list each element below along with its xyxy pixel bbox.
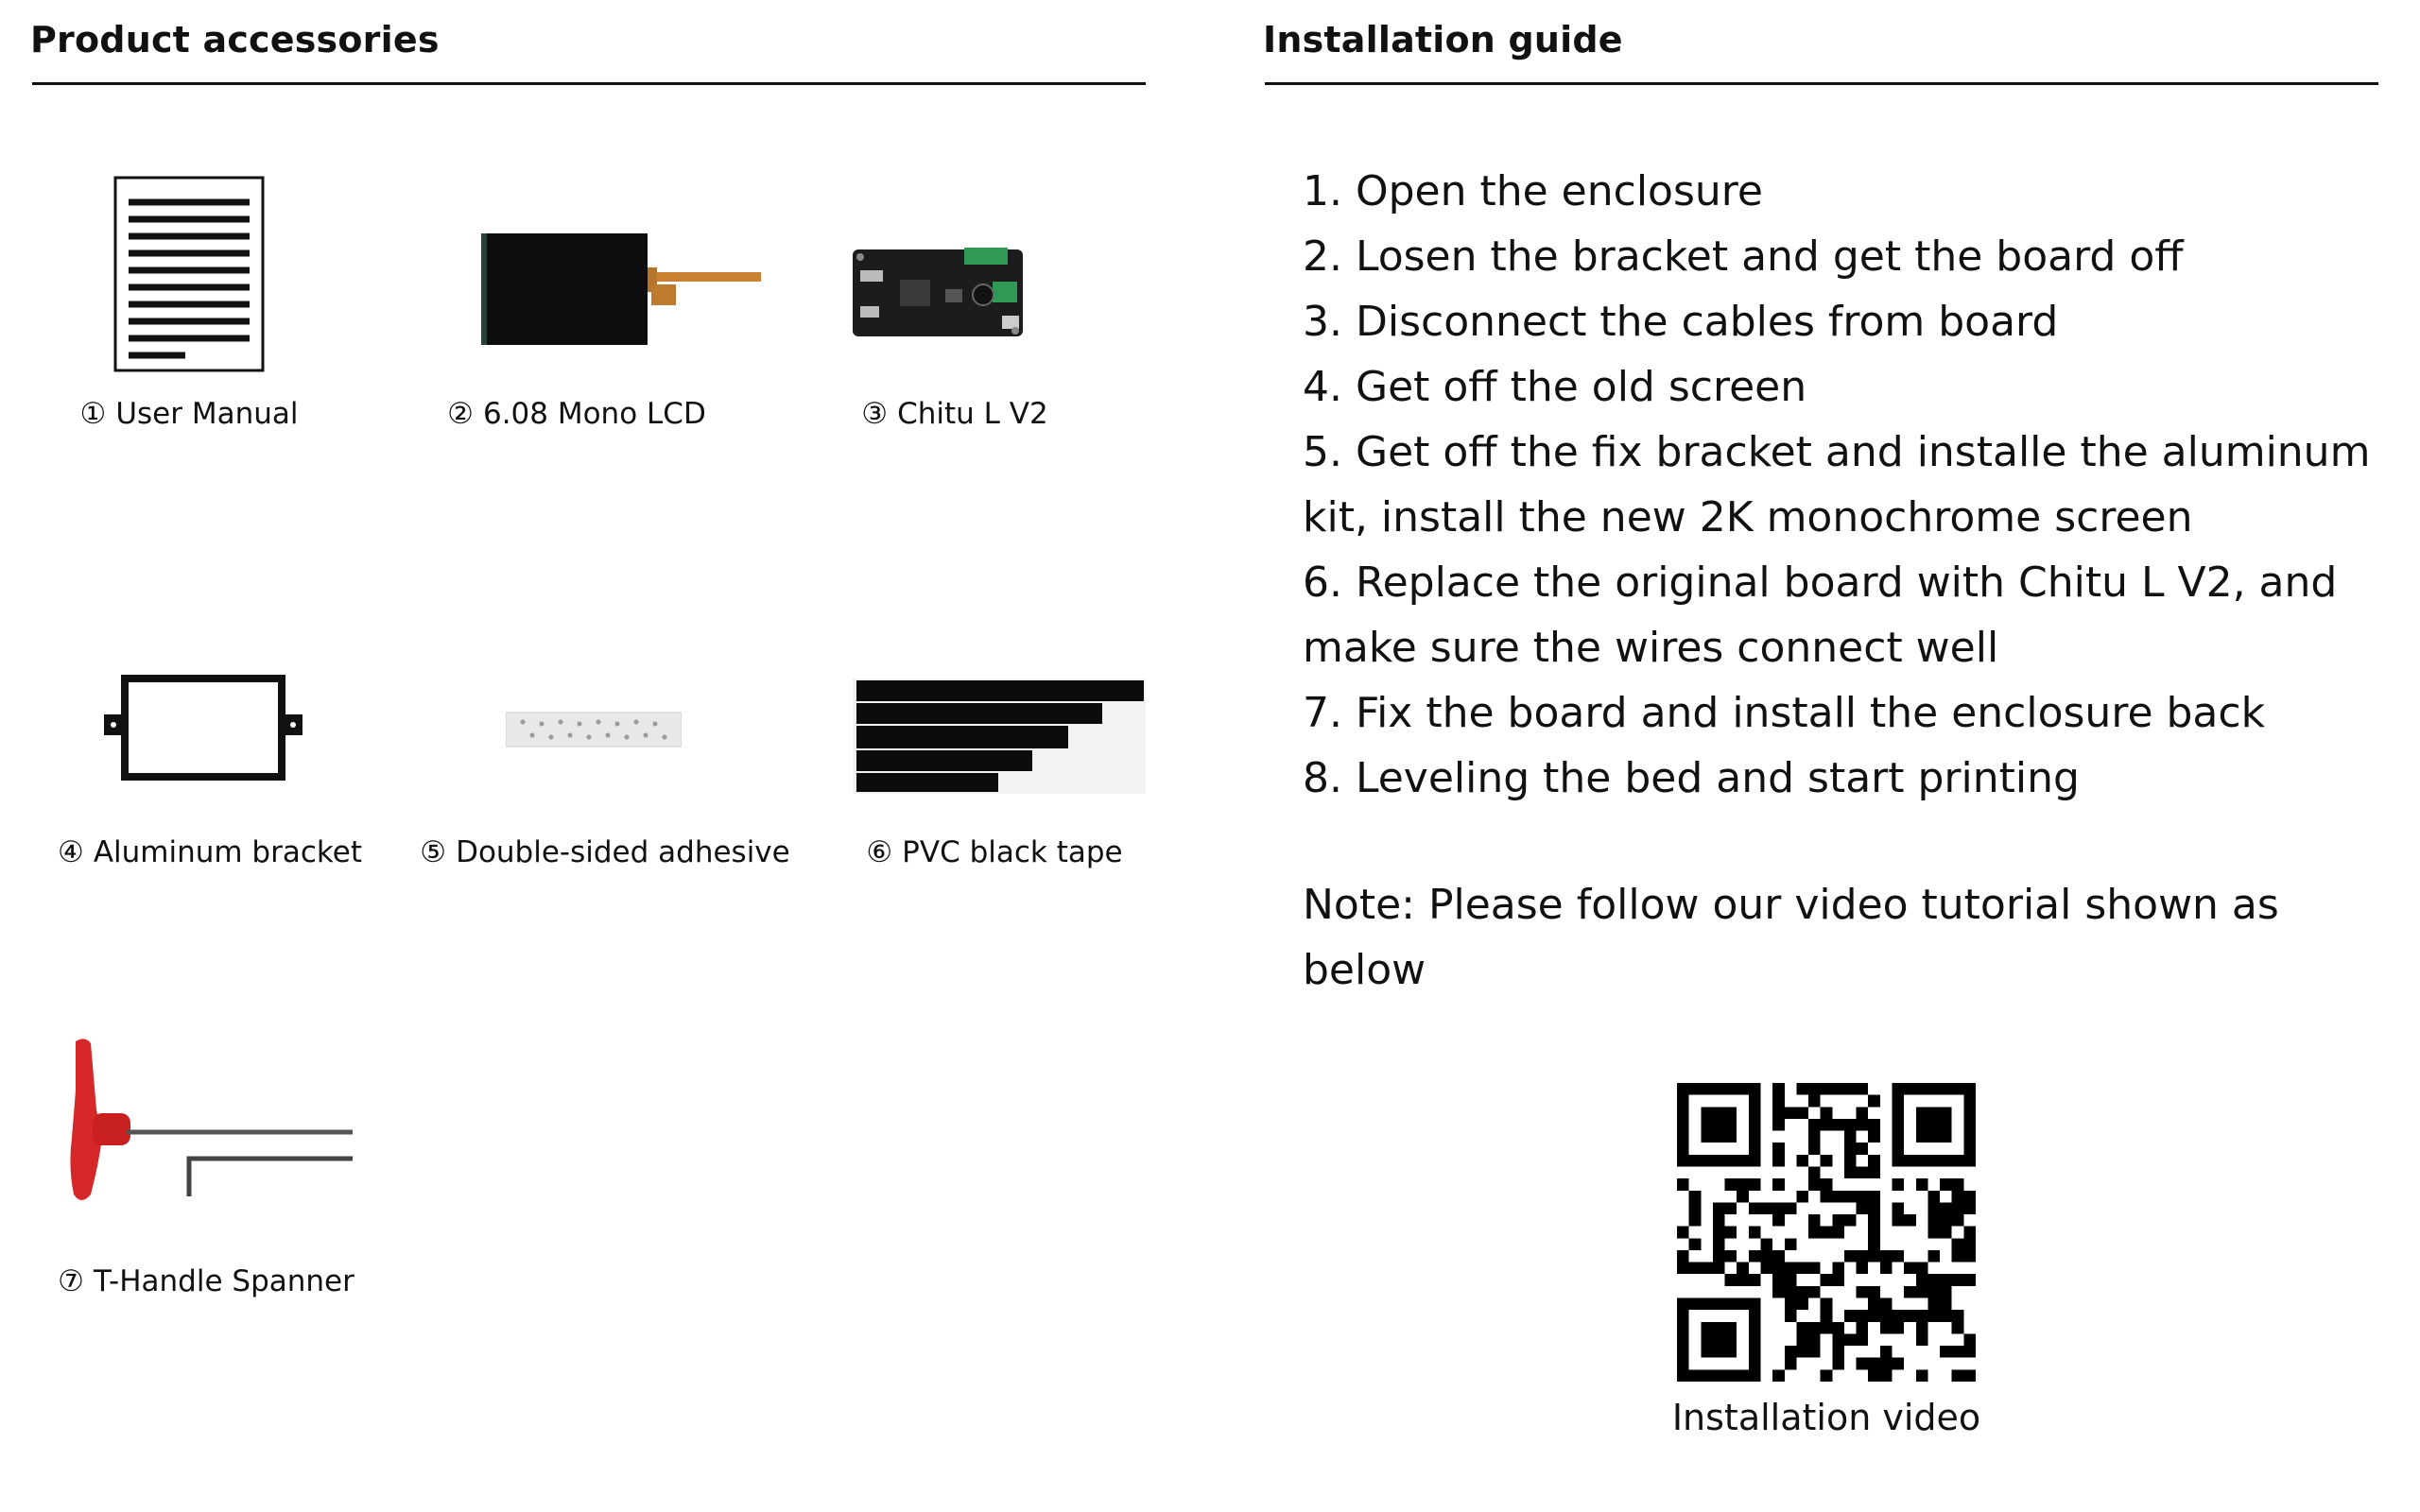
- accessory-name: Chitu L V2: [897, 397, 1048, 431]
- black-tape-icon: [853, 679, 1146, 794]
- guide-title-rule: [1265, 82, 2378, 85]
- accessory-name: Double-sided adhesive: [456, 835, 790, 869]
- step-2: 2. Losen the bracket and get the board off: [1303, 232, 2184, 281]
- t-handle-spanner-icon: [64, 1034, 357, 1208]
- accessory-number: ③: [861, 397, 889, 431]
- qr-caption: Installation video: [1671, 1397, 1981, 1438]
- accessory-number: ②: [447, 397, 474, 431]
- bracket-frame-icon: [100, 673, 306, 782]
- accessory-name: Aluminum bracket: [93, 835, 362, 869]
- accessory-number: ④: [58, 835, 84, 869]
- adhesive-strip-icon: [506, 709, 682, 750]
- installation-steps: [1303, 159, 2371, 811]
- accessory-name: 6.08 Mono LCD: [482, 397, 706, 431]
- accessory-number: ⑥: [866, 835, 893, 869]
- document-icon: [113, 176, 265, 372]
- step-6: 6. Replace the original board with Chitu L V2, and make sure the wires connect well: [1303, 558, 2338, 672]
- accessory-label-spanner: [58, 1264, 354, 1298]
- step-4: 4. Get off the old screen: [1303, 363, 1807, 411]
- accessory-label-bracket: [58, 835, 362, 869]
- accessory-label-lcd: [447, 397, 706, 431]
- step-3: 3. Disconnect the cables from board: [1303, 298, 2059, 346]
- guide-title: Installation guide: [1263, 19, 1623, 60]
- step-7: 7. Fix the board and install the enclosure back: [1303, 689, 2266, 737]
- step-1: 1. Open the enclosure: [1303, 167, 1763, 215]
- video-note: Note: Please follow our video tutorial shown as below: [1303, 881, 2279, 994]
- accessory-label-adhesive: [420, 835, 789, 869]
- step-5: 5. Get off the fix bracket and installe the aluminum kit, install the new 2K monochrome screen: [1303, 428, 2371, 541]
- accessory-name: T-Handle Spanner: [93, 1264, 354, 1298]
- accessory-label-board: [861, 397, 1047, 431]
- accessory-number: ⑦: [58, 1264, 84, 1298]
- accessories-title-rule: [32, 82, 1146, 85]
- qr-code-icon[interactable]: [1677, 1083, 1976, 1382]
- accessory-number: ①: [79, 397, 107, 431]
- accessory-number: ⑤: [420, 835, 447, 869]
- accessories-title: Product accessories: [30, 19, 440, 60]
- lcd-screen-icon: [477, 230, 761, 348]
- circuit-board-icon: [851, 244, 1025, 340]
- accessory-name: User Manual: [115, 397, 299, 431]
- accessory-label-user-manual: [80, 397, 299, 431]
- step-8: 8. Leveling the bed and start printing: [1303, 754, 2080, 802]
- accessory-label-tape: [866, 835, 1122, 869]
- accessory-name: PVC black tape: [902, 835, 1123, 869]
